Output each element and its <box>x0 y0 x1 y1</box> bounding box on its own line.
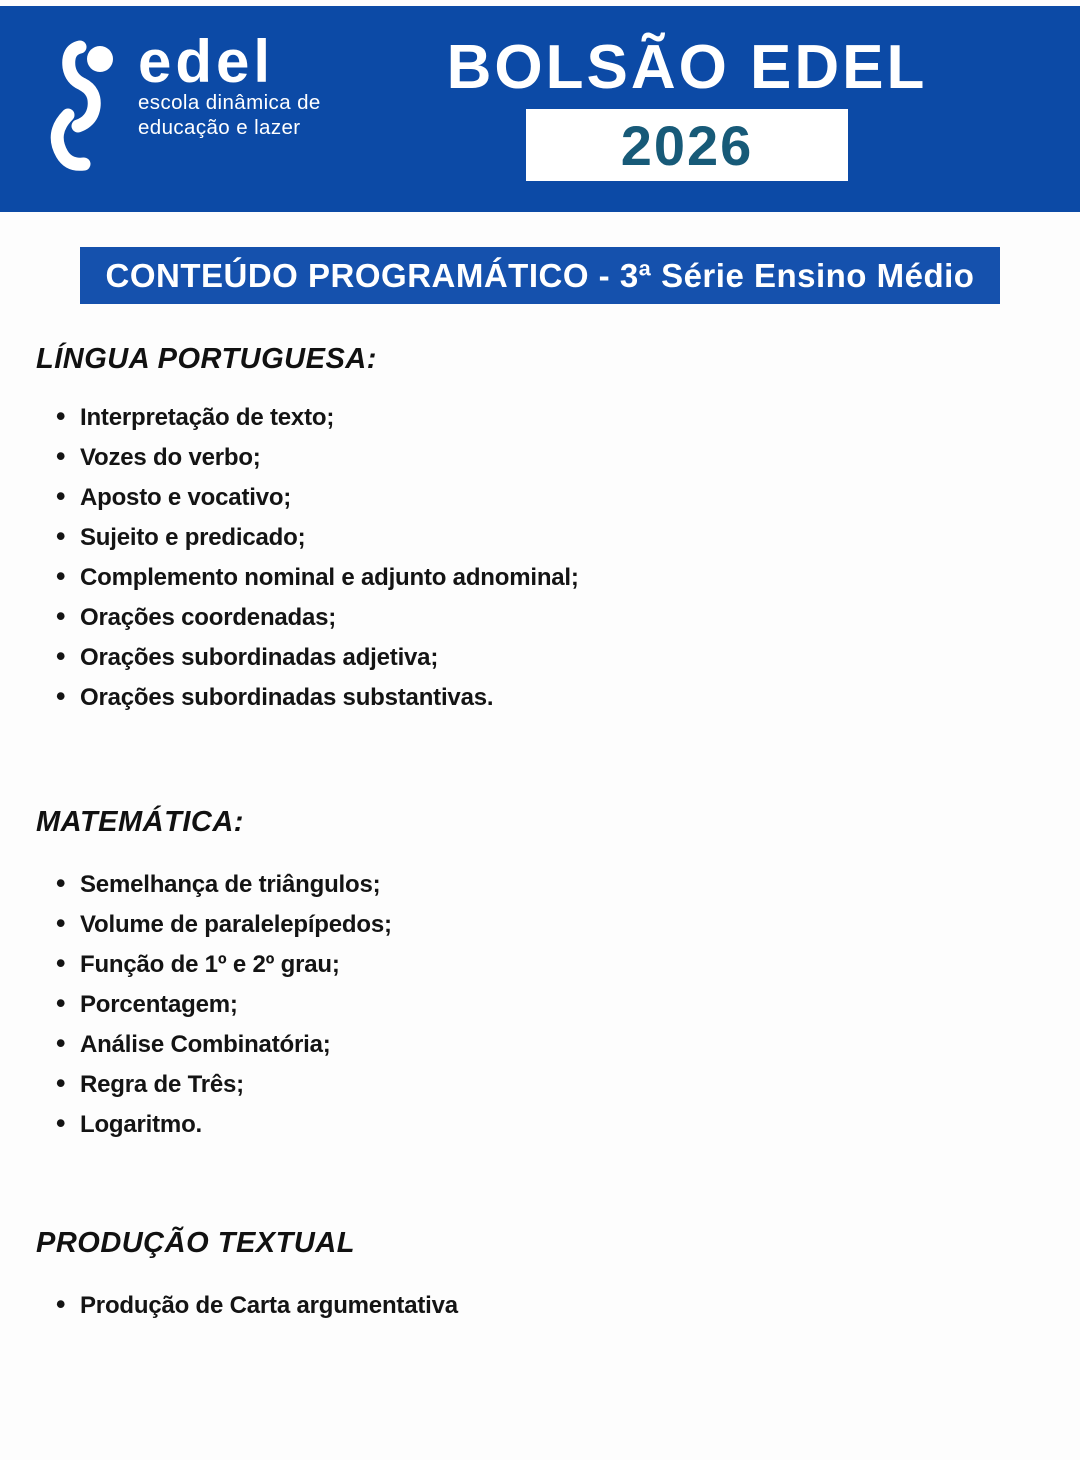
page-title: BOLSÃO EDEL <box>446 33 928 102</box>
header-band <box>0 6 1080 212</box>
logo-tagline-line1: escola dinâmica de <box>138 90 321 114</box>
header-title-block <box>334 33 1040 181</box>
topic-list <box>56 406 1040 710</box>
list-item: • Porcentagem; <box>56 993 1040 1017</box>
flyer-page <box>0 6 1080 1460</box>
list-item: • Logaritmo. <box>56 1113 1040 1137</box>
section-lingua-portuguesa <box>36 343 1040 710</box>
topic-list <box>56 873 1040 1137</box>
list-item: • Orações coordenadas; <box>56 606 1040 630</box>
year-value: 2026 <box>620 113 754 177</box>
section-matematica <box>36 806 1040 1137</box>
content-area <box>0 343 1080 1318</box>
logo-text <box>138 27 321 140</box>
edel-figure-icon <box>44 37 136 190</box>
list-item: • Função de 1º e 2º grau; <box>56 953 1040 977</box>
list-item: • Volume de paralelepípedos; <box>56 913 1040 937</box>
list-item: • Complemento nominal e adjunto adnominal; <box>56 566 1040 590</box>
logo-brand: edel <box>138 27 275 95</box>
topic-list <box>56 1294 1040 1318</box>
list-item: • Orações subordinadas adjetiva; <box>56 646 1040 670</box>
logo-tagline-line2: educação e lazer <box>138 115 301 139</box>
list-item: • Produção de Carta argumentativa <box>56 1294 1040 1318</box>
list-item: • Interpretação de texto; <box>56 406 1040 430</box>
edel-logo <box>44 29 334 190</box>
section-heading: LÍNGUA PORTUGUESA: <box>36 343 377 375</box>
section-heading: PRODUÇÃO TEXTUAL <box>36 1227 355 1259</box>
year-badge <box>526 109 848 181</box>
list-item: • Análise Combinatória; <box>56 1033 1040 1057</box>
list-item: • Aposto e vocativo; <box>56 486 1040 510</box>
list-item: • Regra de Três; <box>56 1073 1040 1097</box>
section-producao-textual <box>36 1227 1040 1318</box>
list-item: • Orações subordinadas substantivas. <box>56 686 1040 710</box>
list-item: • Sujeito e predicado; <box>56 526 1040 550</box>
subtitle-text: CONTEÚDO PROGRAMÁTICO - 3ª Série Ensino Médio <box>105 256 975 294</box>
list-item: • Vozes do verbo; <box>56 446 1040 470</box>
subtitle-banner <box>80 247 1000 304</box>
section-heading: MATEMÁTICA: <box>36 806 244 838</box>
list-item: • Semelhança de triângulos; <box>56 873 1040 897</box>
